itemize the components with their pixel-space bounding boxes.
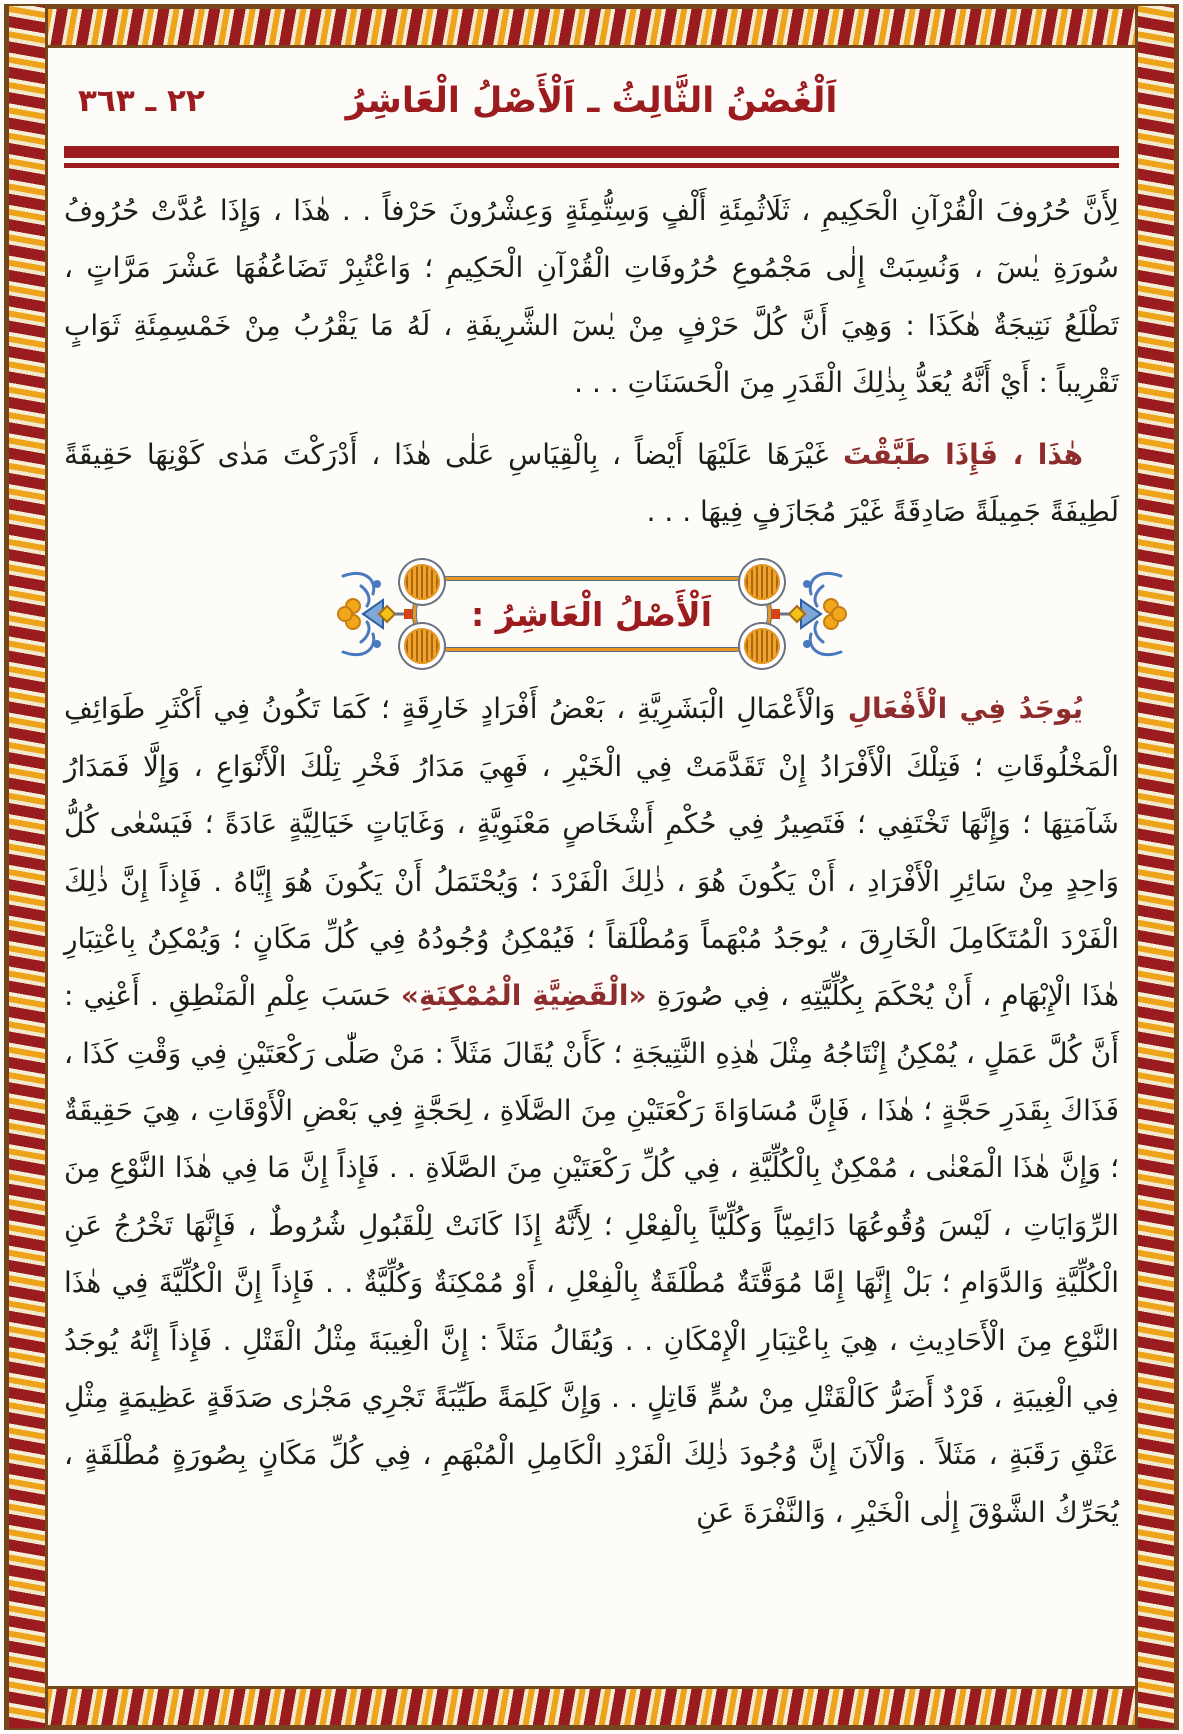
section-ornament (312, 562, 872, 666)
paragraph-group-below (64, 680, 1119, 1541)
ornament-cartouche (413, 577, 771, 651)
frame-border-bottom (6, 1686, 1177, 1728)
floral-sprig-icon (771, 562, 857, 666)
body (64, 182, 1119, 1541)
header-rule-thin (64, 163, 1119, 168)
section-title: اَلْأَصْلُ الْعَاشِرُ : (470, 594, 713, 634)
ornament-roundel-icon (404, 628, 440, 664)
body-text: لِأَنَّ حُرُوفَ الْقُرْآنِ الْحَكِيمِ ، ثَلَاثُمِئَةِ أَلْفٍ وَسِتُّمِئَةٍ وَعِشْرُونَ حَرْفاً . . هٰذَا ، وَإِذَا عُدَّتْ حُرُوفُ سُورَةِ يٰسٓ ، وَنُسِبَتْ إِلٰى مَجْمُوعِ حُرُوفَاتِ الْقُرْآنِ الْحَكِيمِ ؛ وَاعْتُبِرْ تَضَاعُفُهَا عَشْرَ مَرَّاتٍ ، تَطْلَعُ نَتِيجَةٌ هٰكَذَا : وَهِيَ أَنَّ كُلَّ حَرْفٍ مِنْ يٰسٓ الشَّرِيفَةِ ، لَهُ مَا يَقْرُبُ مِنْ خَمْسِمِئَةِ ثَوَابٍ تَقْرِيباً : أَيْ أَنَّهُ يُعَدُّ بِذٰلِكَ الْقَدَرِ مِنَ الْحَسَنَاتِ . . . (64, 194, 1119, 400)
page-numbers: ٢٢ ـ ٣٦٣ (78, 83, 205, 119)
body-text: حَسَبَ عِلْمِ الْمَنْطِقِ . أَعْنِي : أَنَّ كُلَّ عَمَلٍ ، يُمْكِنُ إِنْتَاجُهُ مِثْلَ هٰذِهِ النَّتِيجَةِ ؛ كَأَنْ يُقَالَ مَثَلاً : مَنْ صَلّٰى رَكْعَتَيْنِ فِي وَقْتِ كَذَا ، فَذَاكَ بِقَدَرِ حَجَّةٍ ؛ هٰذَا ، فَإِنَّ مُسَاوَاةَ رَكْعَتَيْنِ مِنَ الصَّلَاةِ ، لِحَجَّةٍ فِي بَعْضِ الْأَوْقَاتِ ، هِيَ حَقِيقَةٌ ؛ وَإِنَّ هٰذَا الْمَعْنٰى ، مُمْكِنٌ بِالْكُلِّيَّةِ ، فِي كُلِّ رَكْعَتَيْنِ مِنَ الصَّلَاةِ . . فَإِذاً إِنَّ مَا فِي هٰذَا النَّوْعِ مِنَ الرِّوَايَاتِ ، لَيْسَ وُقُوعُهَا دَائِمِيّاً وَكُلِّيّاً بِالْفِعْلِ ؛ لِأَنَّهُ إِذَا كَانَتْ لِلْقَبُولِ شُرُوطٌ ، فَإِنَّهَا تَخْرُجُ عَنِ الْكُلِّيَّةِ وَالدَّوَامِ ؛ بَلْ إِنَّهَا إِمَّا مُوَقَّتَةٌ مُطْلَقَةٌ بِالْفِعْلِ ، أَوْ مُمْكِنَةٌ وَكُلِّيَّةٌ . . فَإِذاً إِنَّ الْكُلِّيَّةَ فِي هٰذَا النَّوْعِ مِنَ الْأَحَادِيثِ ، هِيَ بِاعْتِبَارِ الْإِمْكَانِ . . وَيُقَالُ مَثَلاً : إِنَّ الْغِيبَةَ مِثْلُ الْقَتْلِ . فَإِذاً إِنَّهُ يُوجَدُ فِي الْغِيبَةِ ، فَرْدٌ أَضَرُّ كَالْقَتْلِ مِنْ سُمٍّ قَاتِلٍ . . وَإِنَّ كَلِمَةً طَيِّبَةً تَجْرِي مَجْرٰى صَدَقَةٍ عَظِيمَةٍ مِثْلِ عَتْقِ رَقَبَةٍ ، مَثَلاً . وَالْآنَ إِنَّ وُجُودَ ذٰلِكَ الْفَرْدِ الْكَامِلِ الْمُبْهَمِ ، فِي كُلِّ مَكَانٍ بِصُورَةٍ مُطْلَقَةٍ ، يُحَرِّكُ الشَّوْقَ إِلٰى الْخَيْرِ ، وَالنَّفْرَةَ عَنِ (64, 979, 1119, 1529)
page-content (64, 54, 1119, 1682)
body-paragraph (64, 182, 1119, 412)
page-header (64, 68, 1119, 134)
frame-border-left (6, 6, 48, 1728)
page-title: اَلْغُصْنُ الثَّالِثُ ـ اَلْأَصْلُ الْعَاشِرُ (345, 81, 838, 121)
frame-border-top (6, 6, 1177, 48)
emphasis-red-text: هٰذَا ، فَإِذَا طَبَّقْتَ (828, 437, 1083, 471)
floral-sprig-icon (327, 562, 413, 666)
body-text: وَالْأَعْمَالِ الْبَشَرِيَّةِ ، بَعْضُ أَفْرَادٍ خَارِقَةٍ ؛ كَمَا تَكُونُ فِي أَكْثَرِ طَوَائِفِ الْمَخْلُوقَاتِ ؛ فَتِلْكَ الْأَفْرَادُ إِنْ تَقَدَّمَتْ فِي الْخَيْرِ ، فَهِيَ مَدَارُ فَخْرِ تِلْكَ الْأَنْوَاعِ ، وَإِلَّا فَمَدَارُ شَآمَتِهَا ؛ وَإِنَّهَا تَخْتَفِي ؛ فَتَصِيرُ فِي حُكْمِ أَشْخَاصٍ مَعْنَوِيَّةٍ ، وَغَايَاتٍ خَيَالِيَّةٍ عَادَةً ؛ فَيَسْعٰى كُلُّ وَاحِدٍ مِنْ سَائِرِ الْأَفْرَادِ ، أَنْ يَكُونَ هُوَ ، ذٰلِكَ الْفَرْدَ ؛ وَيُحْتَمَلُ أَنْ يَكُونَ هُوَ إِيَّاهُ . فَإِذاً إِنَّ ذٰلِكَ الْفَرْدَ الْمُتَكَامِلَ الْخَارِقَ ، يُوجَدُ مُبْهَماً وَمُطْلَقاً ؛ فَيُمْكِنُ وُجُودُهُ فِي كُلِّ مَكَانٍ ؛ وَيُمْكِنُ بِاعْتِبَارِ هٰذَا الْإِبْهَامِ ، أَنْ يُحْكَمَ بِكُلِّيَّتِهِ ، فِي صُورَةِ (64, 692, 1119, 1013)
header-rule-thick (64, 146, 1119, 158)
paragraph-group-above (64, 182, 1119, 540)
emphasis-red-text: «الْقَضِيَّةِ الْمُمْكِنَةِ» (400, 979, 647, 1013)
frame-border-right (1135, 6, 1177, 1728)
body-paragraph (64, 680, 1119, 1541)
ornament-roundel-icon (744, 564, 780, 600)
emphasis-red-text: يُوجَدُ فِي الْأَفْعَالِ (835, 692, 1083, 726)
body-text: غَيْرَهَا عَلَيْهَا أَيْضاً ، بِالْقِيَاسِ عَلٰى هٰذَا ، أَدْرَكْتَ مَدٰى كَوْنِهَا حَقِيقَةً لَطِيفَةً جَمِيلَةً صَادِقَةً غَيْرَ مُجَازَفٍ فِيهَا . . . (64, 437, 1119, 528)
ornament-roundel-icon (404, 564, 440, 600)
ornament-roundel-icon (744, 628, 780, 664)
body-paragraph (64, 426, 1119, 541)
